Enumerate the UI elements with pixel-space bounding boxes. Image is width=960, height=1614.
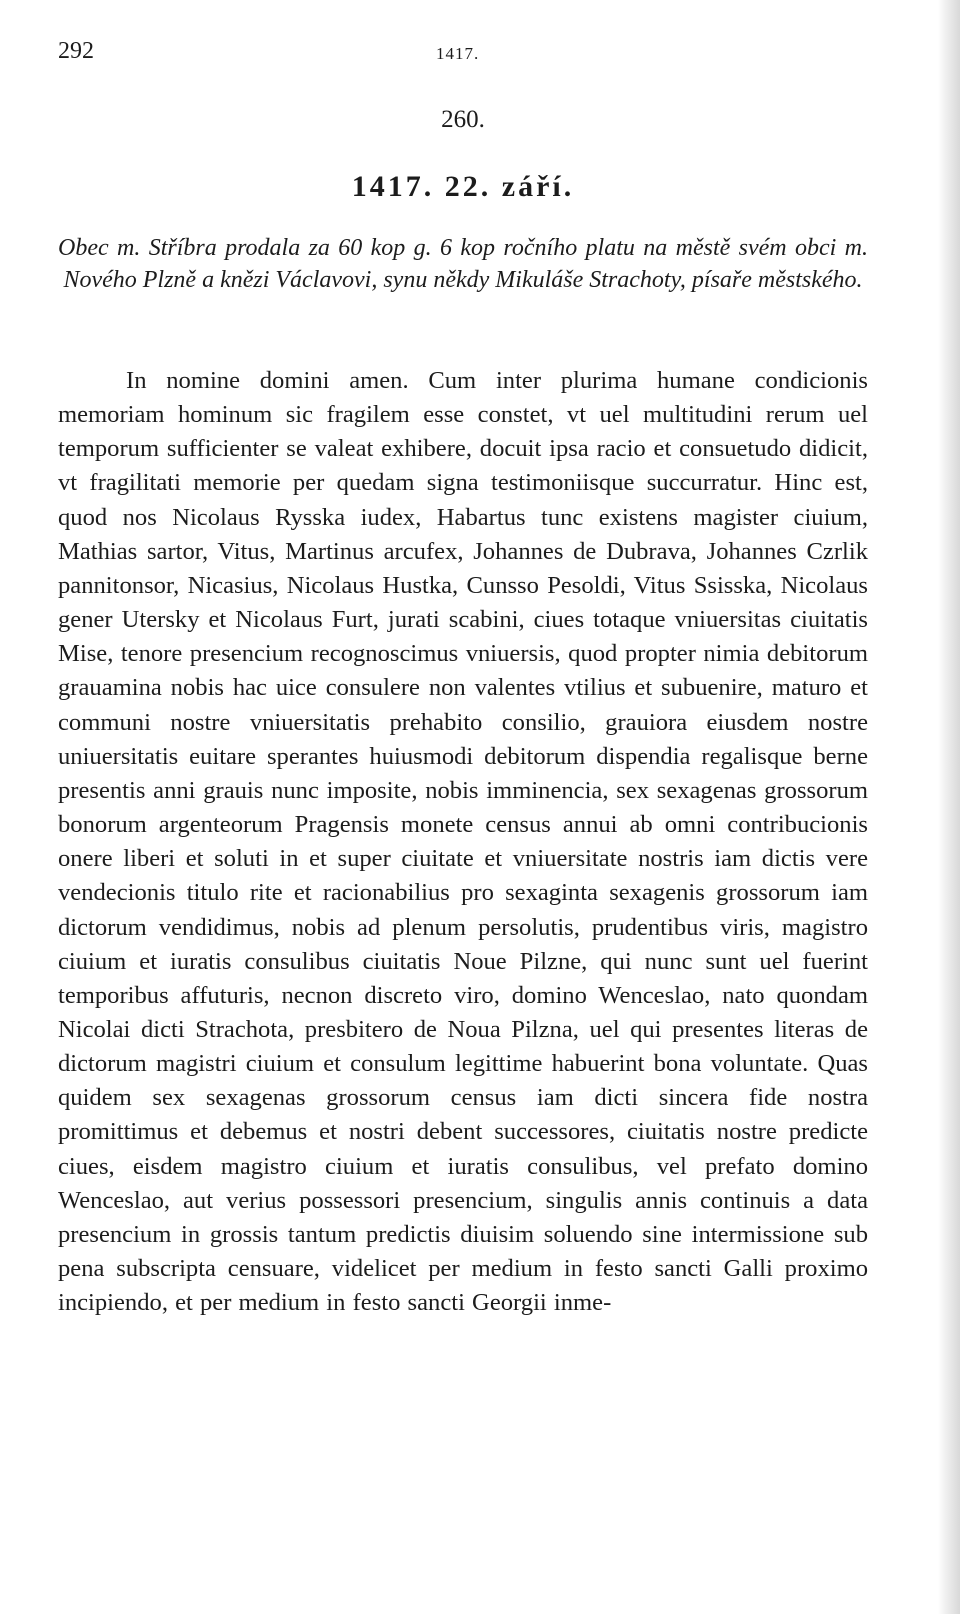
running-head [58,38,868,68]
document-body-text: In nomine domini amen. Cum inter plurima humane condicionis memoriam hominum sic fragilem esse constet, vt uel multitudini rerum uel temporum sufficienter se valeat exhibere, docuit ipsa racio et consuetudo didicit, vt fragilitati memorie per quedam signa testimoniisque succurratur. Hinc est, quod nos Nicolaus Rysska iudex, Habartus tunc existens magister ciuium, Mathias sartor, Vitus, Martinus arcufex, Johannes de Dubrava, Johannes Czrlik pannitonsor, Nicasius, Nicolaus Hustka, Cunsso Pesoldi, Vitus Ssisska, Nicolaus gener Utersky et Nicolaus Furt, jurati scabini, ciues totaque vniuersitas ciuitatis Mise, tenore presencium recognoscimus vniuersis, quod propter nimia debitorum grauamina nobis hac uice consulere non valentes vtilius et subuenire, maturo et communi nostre vniuersitatis prehabito consilio, grauiora eiusdem nostre uniuersitatis euitare sperantes huiusmodi debitorum dispendia regalisque berne presentis anni grauis nunc imposite, nobis imminencia, sex sexagenas grossorum bonorum argenteorum Pragensis monete census annui ab omni contribucionis onere liberi et soluti in et super ciuitate et vniuersitate nostris iam dictis vere vendecionis titulo rite et racionabilius pro sexaginta sexagenis grossorum iam dictorum vendidimus, nobis ad plenum persolutis, prudentibus viris, magistro ciuium et iuratis consulibus ciuitatis Noue Pilzne, qui nunc sunt uel fuerint temporibus affuturis, necnon discreto viro, domino Wenceslao, nato quondam Nicolai dicti Strachota, presbitero de Noua Pilzna, uel qui presentes literas de dictorum magistri ciuium et consulum legittime habuerint bona voluntate. Quas quidem sex sexagenas grossorum census iam dicti sincera fide nostra promittimus et debemus et nostri debent successores, ciuitatis nostre predicte ciues, eisdem magistro ciuium et iuratis consulibus, vel prefato domino Wenceslao, aut verius possessori presencium, singulis annis continuis a data presencium in grossis tantum predictis diuisim soluendo sine intermissione sub pena subscripta censuare, videlicet per medium in festo sancti Galli proximo incipiendo, et per medium in festo sancti Georgii inme- [58,367,868,1317]
page-edge-shadow [938,0,960,1614]
running-year: 1417. [436,44,480,63]
document-date: 1417. 22. září. [351,170,575,203]
document-number: 260. [441,106,485,133]
document-regest: Obec m. Stříbra prodala za 60 kop g. 6 kop ročního platu na městě svém obci m. Nového Plzně a knězi Václavovi, synu někdy Mikuláše Strachoty, písaře městského. [58,235,868,293]
page-number: 292 [58,38,94,64]
